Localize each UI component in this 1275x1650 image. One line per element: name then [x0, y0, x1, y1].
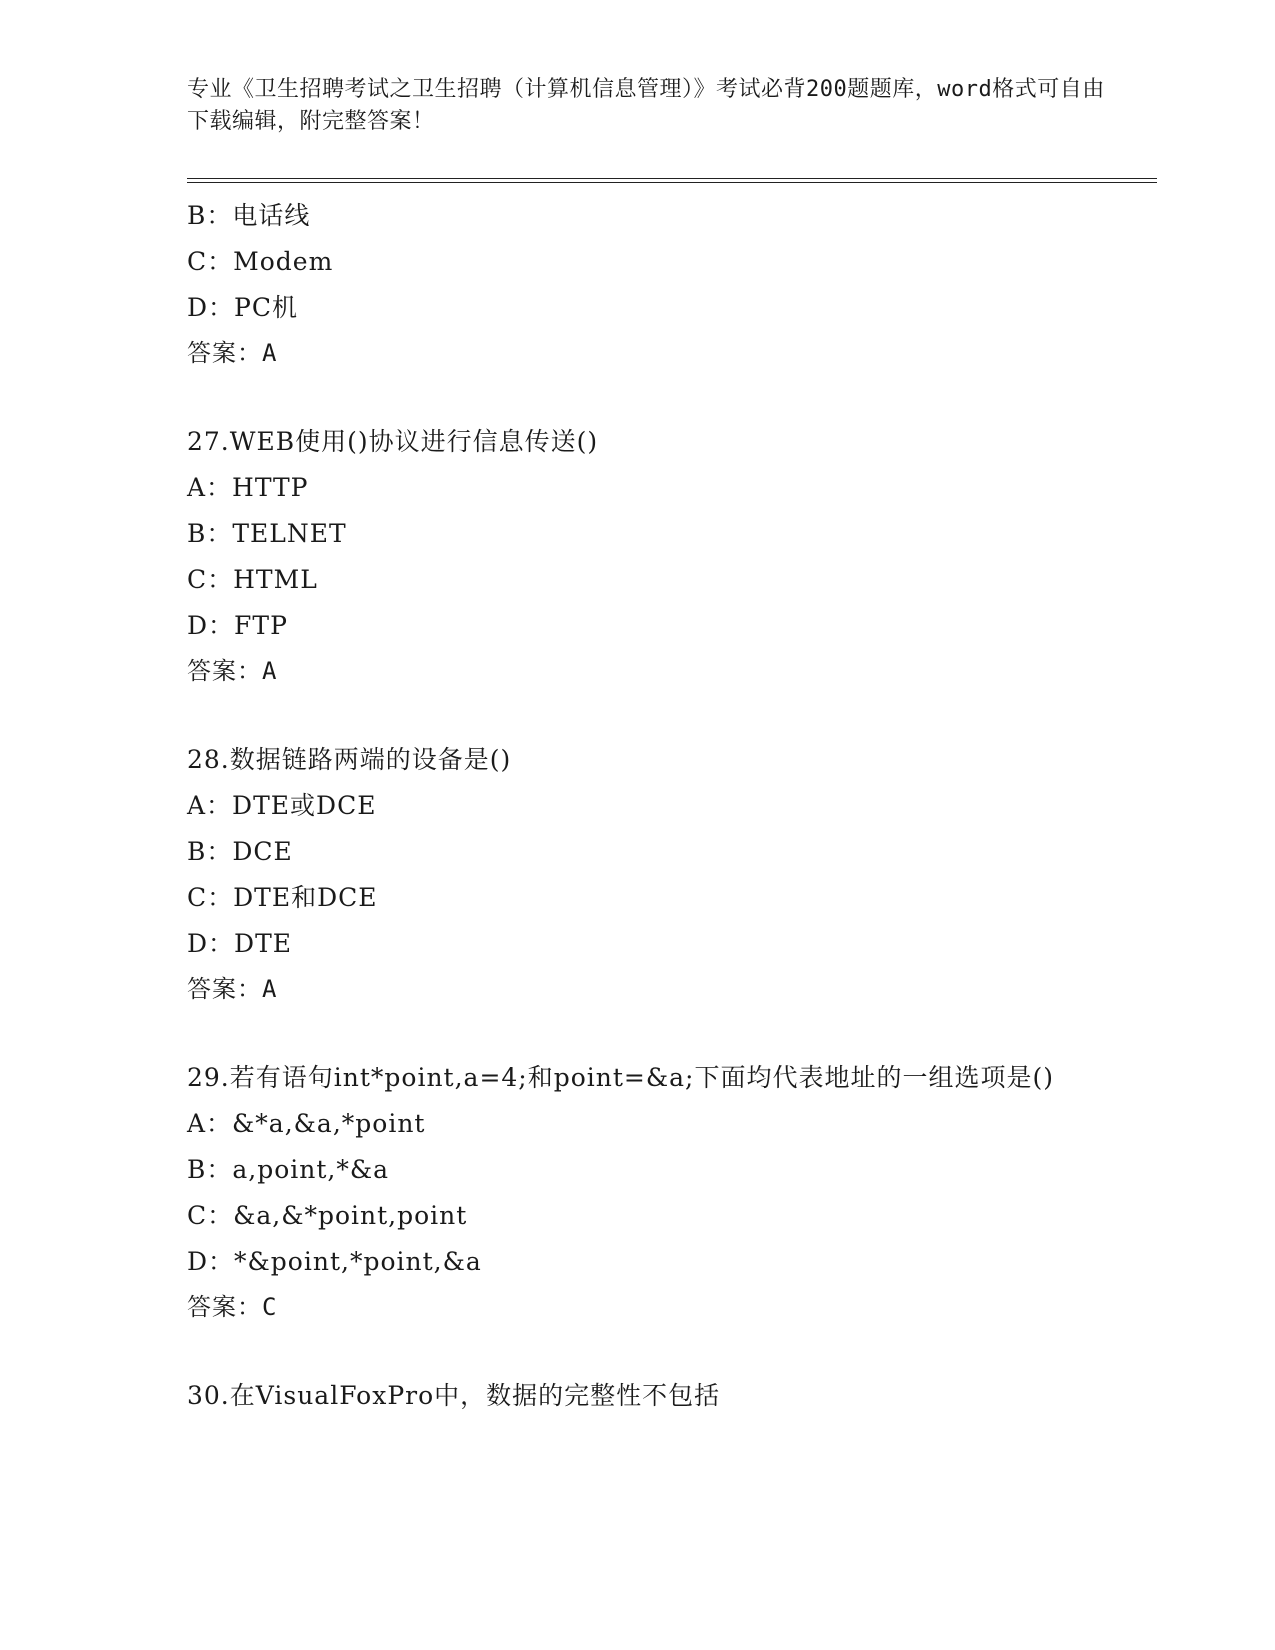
document-header: 专业《卫生招聘考试之卫生招聘（计算机信息管理）》考试必背200题题库，word格式可自由下载编辑，附完整答案！ — [187, 77, 1105, 134]
question-26-continued — [187, 193, 1157, 375]
option-a: A：&*a,&a,*point — [187, 1109, 426, 1138]
question-title: 28.数据链路两端的设备是() — [187, 745, 512, 774]
answer-line: 答案：A — [187, 339, 278, 367]
option-b: B：DCE — [187, 837, 293, 866]
option-b: B：电话线 — [187, 201, 311, 230]
option-b: B：a,point,*&a — [187, 1155, 390, 1184]
question-list — [187, 193, 1157, 1419]
option-d: D：DTE — [187, 929, 293, 958]
option-c: C：Modem — [187, 247, 334, 276]
question-28 — [187, 737, 1157, 1011]
option-c: C：&a,&*point,point — [187, 1201, 468, 1230]
document-page — [187, 74, 1157, 1419]
option-c: C：HTML — [187, 565, 318, 594]
question-title: 29.若有语句int*point,a=4;和point=&a;下面均代表地址的一组选项是() — [187, 1063, 1054, 1092]
question-27 — [187, 419, 1157, 693]
answer-line: 答案：A — [187, 657, 278, 685]
option-d: D：*&point,*point,&a — [187, 1247, 482, 1276]
answer-line: 答案：C — [187, 1293, 278, 1321]
option-b: B：TELNET — [187, 519, 347, 548]
header-divider — [187, 178, 1157, 183]
answer-line: 答案：A — [187, 975, 278, 1003]
question-title: 30.在VisualFoxPro中，数据的完整性不包括 — [187, 1381, 721, 1410]
option-a: A：HTTP — [187, 473, 309, 502]
option-a: A：DTE或DCE — [187, 791, 377, 820]
option-d: D：PC机 — [187, 293, 298, 322]
question-29 — [187, 1055, 1157, 1329]
option-d: D：FTP — [187, 611, 288, 640]
option-c: C：DTE和DCE — [187, 883, 378, 912]
question-title: 27.WEB使用()协议进行信息传送() — [187, 427, 599, 456]
question-30 — [187, 1373, 1157, 1419]
